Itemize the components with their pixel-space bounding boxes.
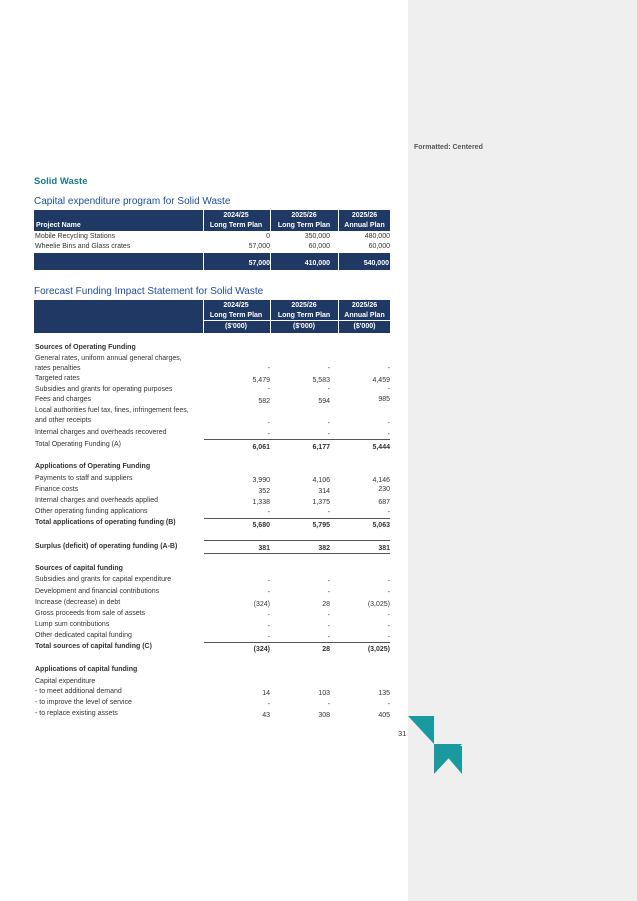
- fis-table-header: 2024/25 Long Term Plan ($'000) 2025/26 Long Term Plan ($'000) 2025/26 Annual Plan ($'000): [34, 300, 390, 333]
- capex-col3-year: 2025/26: [351, 212, 378, 219]
- capex-table-header: [34, 210, 390, 231]
- capex-heading: Capital expenditure program for Solid Waste: [34, 196, 231, 207]
- section-title: Solid Waste: [34, 176, 88, 187]
- capex-col3-plan: Annual Plan: [344, 222, 385, 229]
- capex-col2-year: 2025/26: [291, 212, 317, 219]
- formatting-note: Formatted: Centered: [414, 144, 483, 151]
- fis-heading: Forecast Funding Impact Statement for Solid Waste: [34, 286, 264, 297]
- capex-col1-plan: Long Term Plan: [209, 222, 263, 229]
- capex-total-row: 57,000 410,000 540,000: [34, 253, 390, 270]
- capex-col2-plan: Long Term Plan: [277, 222, 331, 229]
- page-number: 31: [398, 729, 407, 738]
- capex-col1-year: 2024/25: [223, 212, 249, 219]
- project-name-header: Project Name: [36, 222, 81, 229]
- triangle-logo-icon: [408, 716, 462, 774]
